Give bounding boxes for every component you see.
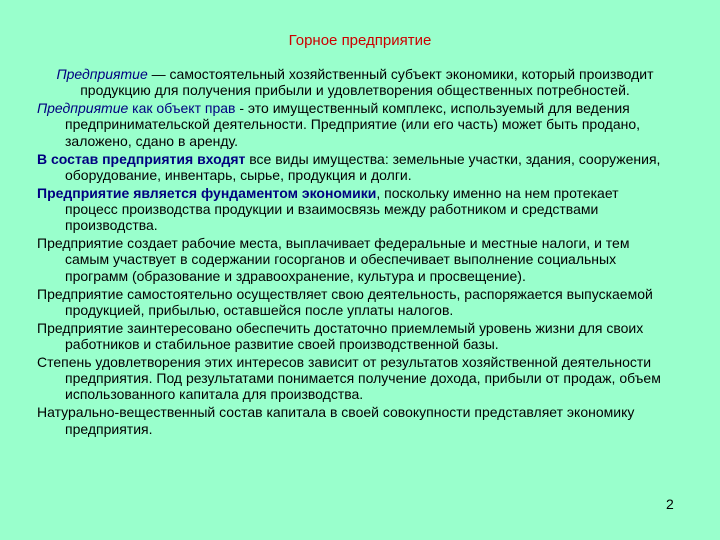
paragraph-interest: Предприятие заинтересовано обеспечить достаточно приемлемый уровень жизни для своих работников и стабильное развитие своей производственной базы. — [37, 319, 644, 353]
paragraph-results: Степень удовлетворения этих интересов зависит от результатов хозяйственной деятельности предприятия. Под результатами понимается получение дохода, прибыли от продаж, объем использованного капитала для производства. — [37, 354, 661, 403]
paragraph-foundation — [37, 185, 673, 234]
paragraph-composition — [37, 151, 673, 183]
paragraph-capital: Натурально-вещественный состав капитала в своей совокупности представляет экономику предприятия. — [37, 404, 635, 437]
term-enterprise: Предприятие — [56, 66, 148, 82]
definition-text: — самостоятельный хозяйственный субъект экономики, который производит продукцию для получения прибыли и удовлетворения общественных потребностей. — [80, 66, 654, 99]
term-object-of-rights: как объект прав — [128, 100, 236, 117]
page-number: 2 — [666, 496, 674, 512]
page-title: Горное предприятие — [288, 32, 432, 49]
term-enterprise: Предприятие — [37, 100, 129, 117]
paragraph-object-of-rights — [37, 100, 673, 149]
paragraph-text: , поскольку именно на нем протекает процесс производства продукции и взаимосвязь между работником и средствами производства. — [65, 184, 619, 234]
paragraph-jobs: Предприятие создает рабочие места, выплачивает федеральные и местные налоги, и тем самым участвует в содержании госорганов и обеспечивает выполнение социальных программ (образование и здравоохранение, культура и просвещение). — [37, 235, 630, 284]
paragraph-text: - это имущественный комплекс, используемый для ведения предпринимательской деятельности. Предприятие (или его часть) может быть продано, заложено, сдано в аренду. — [65, 100, 641, 149]
term-foundation: Предприятие является фундаментом экономики — [37, 184, 377, 201]
term-composition: В состав предприятия входят — [37, 150, 246, 167]
slide-body — [37, 66, 673, 439]
paragraph-definition — [37, 66, 673, 98]
paragraph-text: все виды имущества: земельные участки, здания, сооружения, оборудование, инвентарь, сырье, продукция и долги. — [65, 150, 661, 183]
paragraph-independence: Предприятие самостоятельно осуществляет свою деятельность, распоряжается выпускаемой продукцией, прибылью, оставшейся после уплаты налогов. — [37, 285, 653, 318]
